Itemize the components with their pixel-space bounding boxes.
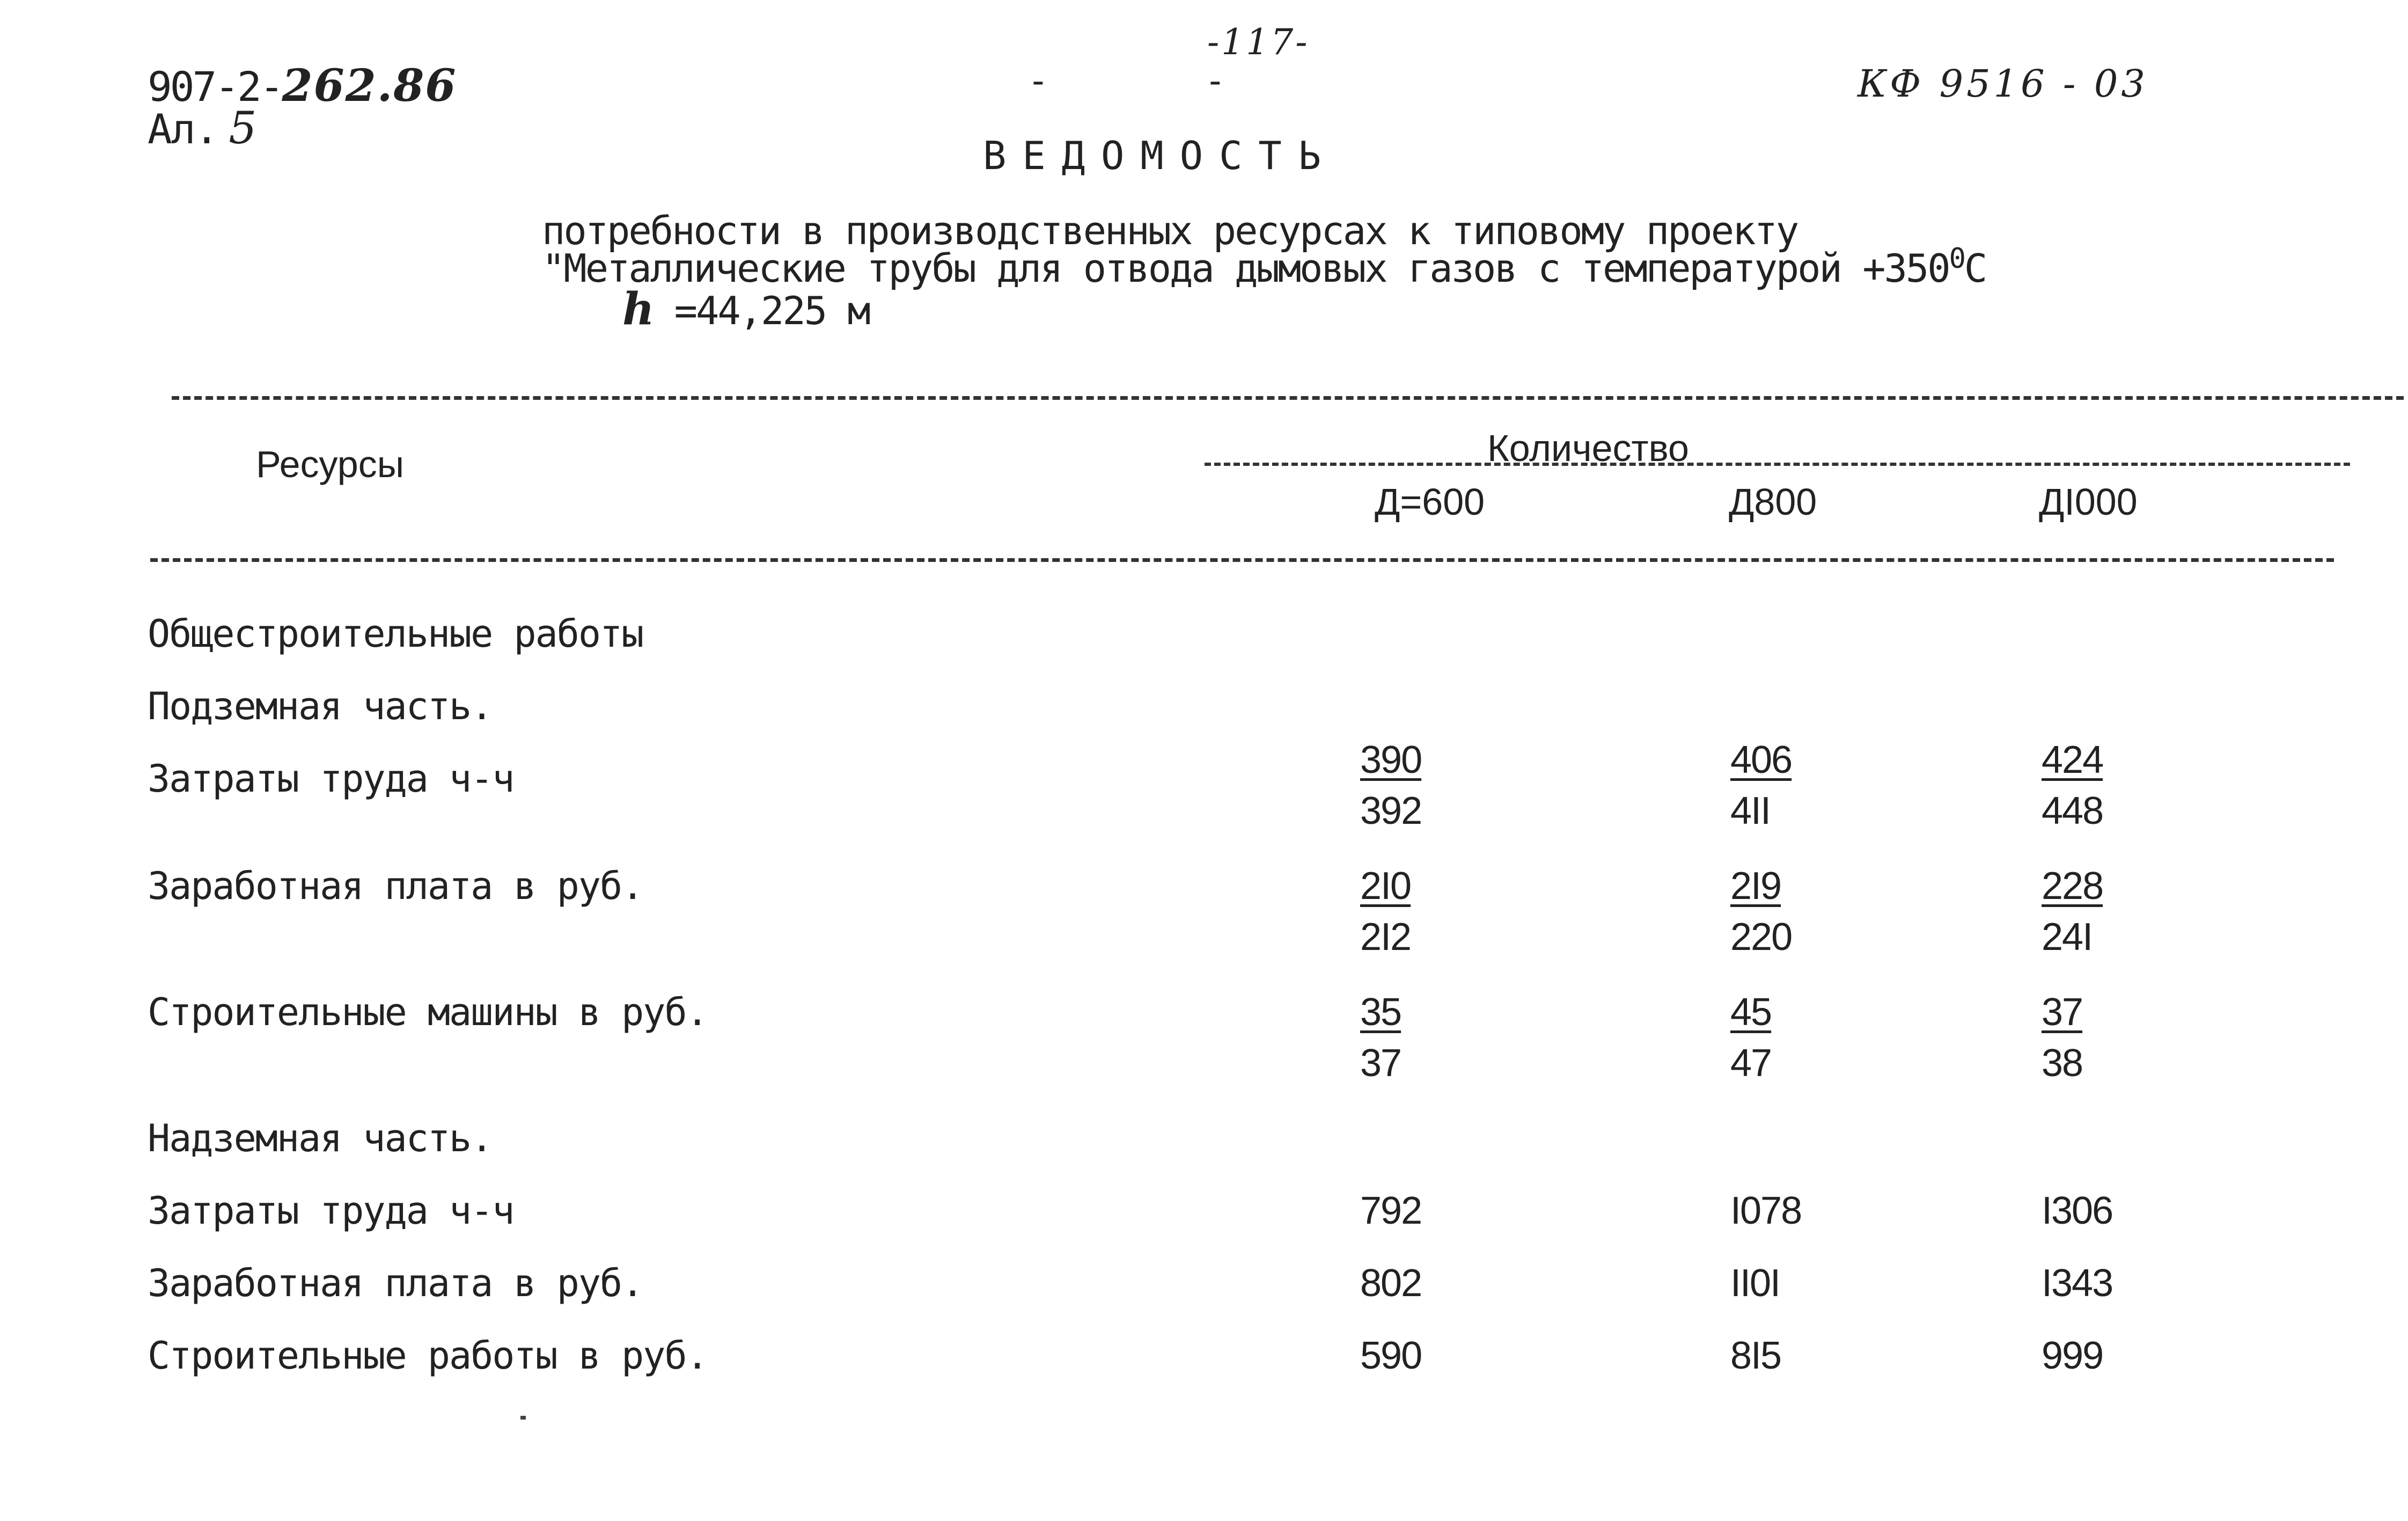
value-d1000-top: 424 xyxy=(2042,738,2103,781)
value-d600-bottom: 37 xyxy=(1360,1042,1401,1085)
value-d800-bottom: 4II xyxy=(1730,789,1771,832)
value-d800: 8I5 xyxy=(1730,1334,1781,1377)
value-d600-bottom: 2I2 xyxy=(1360,916,1411,959)
sheet-label-text: Ал. xyxy=(148,105,218,153)
row-label-underground-wages: Заработная плата в руб. xyxy=(148,864,643,908)
value-d1000: I306 xyxy=(2042,1189,2113,1232)
header-column-d1000: ДI000 xyxy=(2039,481,2138,523)
value-d800: I078 xyxy=(1730,1189,1802,1232)
page-number: -117- xyxy=(1207,21,1310,63)
value-d1000: 999 xyxy=(2042,1334,2103,1377)
value-d1000: I343 xyxy=(2042,1262,2113,1305)
section-aboveground: Надземная часть. xyxy=(148,1116,493,1160)
ink-dot xyxy=(520,1416,526,1420)
value-d800-top: 2I9 xyxy=(1730,865,1781,908)
section-general-works: Общестроительные работы xyxy=(148,612,643,656)
header-dash-right: - xyxy=(1205,60,1226,101)
subtitle-line-3 xyxy=(622,283,869,335)
subtitle-line-1: потребности в производственных ресурсах к типовому проекту xyxy=(542,208,1798,253)
temperature-unit: С xyxy=(1964,246,1986,291)
document-code-printed: 907-2- xyxy=(148,63,282,111)
header-dash-left: - xyxy=(1027,60,1049,101)
section-underground: Подземная часть. xyxy=(148,684,493,728)
value-d600-top: 390 xyxy=(1360,738,1422,781)
degree-sign: 0 xyxy=(1949,243,1964,275)
value-d600: 802 xyxy=(1360,1262,1422,1305)
value-d600-top: 35 xyxy=(1360,991,1401,1034)
value-d800-top: 45 xyxy=(1730,991,1772,1034)
header-resources: Ресурсы xyxy=(256,443,405,485)
row-label-aboveground-construction: Строительные работы в руб. xyxy=(148,1334,708,1378)
sheet-number: 5 xyxy=(229,103,256,154)
document-title: ВЕДОМОСТЬ xyxy=(983,133,1338,178)
quantity-underline-rule xyxy=(1205,463,2350,466)
row-label-aboveground-wages: Заработная плата в руб. xyxy=(148,1261,643,1305)
value-d600-top: 2I0 xyxy=(1360,865,1411,908)
value-d800-bottom: 47 xyxy=(1730,1042,1772,1085)
table-top-rule xyxy=(172,396,2404,400)
value-d800-bottom: 220 xyxy=(1730,916,1792,959)
value-d1000-top: 37 xyxy=(2042,991,2083,1034)
subtitle-line-2-text: "Металлические трубы для отвода дымовых газов с температурой +350 xyxy=(542,246,1949,291)
value-d1000-bottom: 24I xyxy=(2042,916,2093,959)
document-code-handwritten: 262.86 xyxy=(282,60,457,112)
value-d600: 792 xyxy=(1360,1189,1422,1232)
height-value: =44,225 м xyxy=(674,288,869,333)
header-quantity: Количество xyxy=(1487,427,1689,469)
header-column-d800: Д800 xyxy=(1729,481,1817,523)
value-d1000-top: 228 xyxy=(2042,865,2103,908)
sheet-label xyxy=(148,103,255,154)
project-code: КФ 9516 - 03 xyxy=(1858,62,2148,106)
height-symbol: h xyxy=(622,283,653,335)
value-d600: 590 xyxy=(1360,1334,1422,1377)
header-column-d600: Д=600 xyxy=(1375,481,1485,523)
value-d1000-bottom: 448 xyxy=(2042,789,2103,832)
value-d800-top: 406 xyxy=(1730,738,1792,781)
value-d1000-bottom: 38 xyxy=(2042,1042,2083,1085)
row-label-underground-machines: Строительные машины в руб. xyxy=(148,990,708,1034)
value-d600-bottom: 392 xyxy=(1360,789,1422,832)
row-label-aboveground-labor: Затраты труда ч-ч xyxy=(148,1189,514,1233)
value-d800: II0I xyxy=(1730,1262,1780,1305)
row-label-underground-labor: Затраты труда ч-ч xyxy=(148,757,514,801)
table-header-bottom-rule xyxy=(150,558,2334,562)
